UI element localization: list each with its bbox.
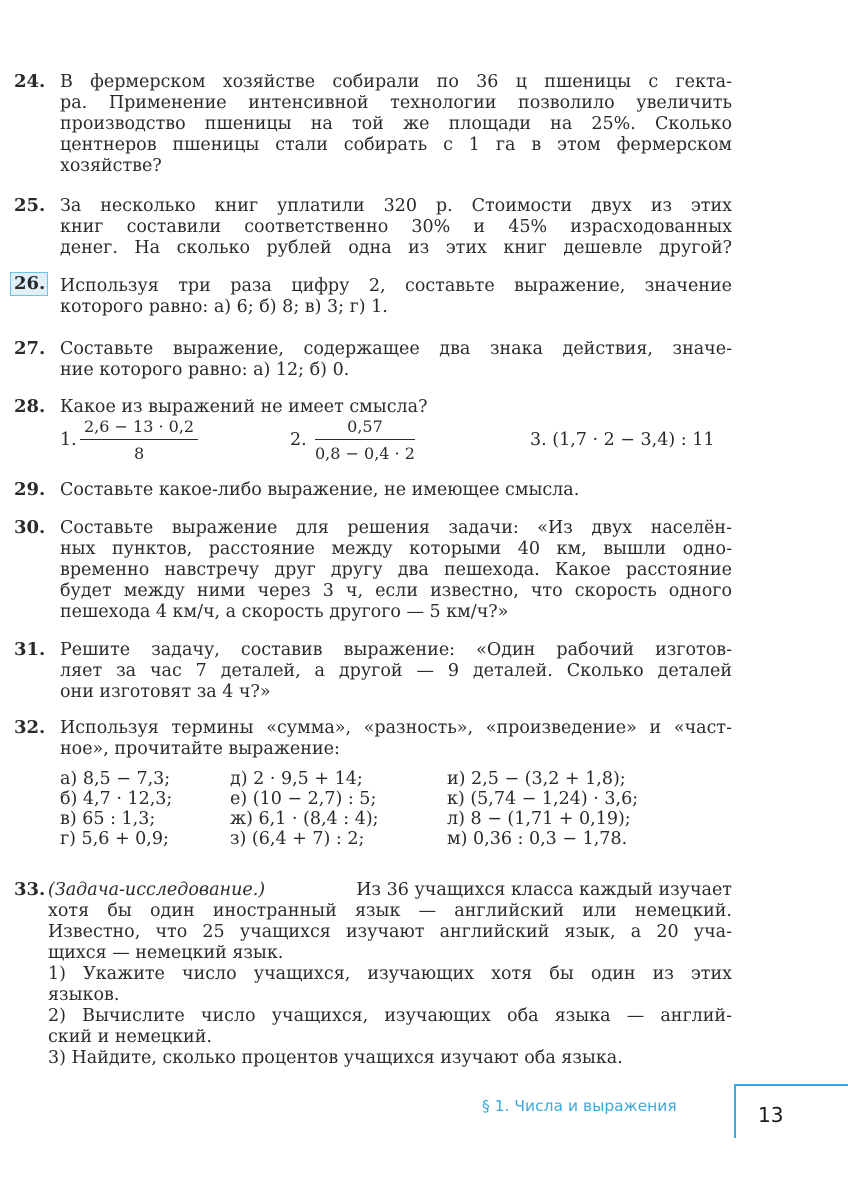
expression-item: а) 8,5 − 7,3; (60, 769, 171, 789)
problem-text-line: которого равно: а) 6; б) 8; в) 3; г) 1. (60, 297, 388, 317)
problem-text-line: центнеров пшеницы стали собирать с 1 га в этом фермерском (60, 135, 732, 155)
problem-number: 31. (14, 639, 46, 660)
expression-item: м) 0,36 : 0,3 − 1,78. (447, 829, 628, 849)
problem-text-line: языков. (48, 985, 120, 1005)
problem-number: 25. (14, 195, 46, 216)
problem-text-line: ное», прочитайте выражение: (60, 739, 340, 759)
problem-text-line: хозяйстве? (60, 156, 162, 176)
problem-text-line: ние которого равно: а) 12; б) 0. (60, 360, 350, 380)
footer-divider (734, 1084, 848, 1086)
problem-number: 33. (14, 879, 46, 900)
problem-text-line: В фермерском хозяйстве собирали по 36 ц пшеницы с гекта- (60, 72, 732, 92)
problem-number: 26. (14, 273, 46, 294)
problem-number: 29. (14, 479, 46, 500)
problem-text-line: временно навстречу друг другу два пешехода. Какое расстояние (60, 560, 732, 580)
expression-item: и) 2,5 − (3,2 + 1,8); (447, 769, 626, 789)
problem-number: 30. (14, 517, 46, 538)
problem-text-line: щихся — немецкий язык. (48, 943, 284, 963)
option-3-expression: 3. (1,7 · 2 − 3,4) : 11 (530, 430, 715, 450)
problem-text-line: Используя термины «сумма», «разность», «произведение» и «част- (60, 718, 732, 738)
problem-text-line: книг составили соответственно 30% и 45% израсходованных (60, 217, 732, 237)
problem-question: Какое из выражений не имеет смысла? (60, 397, 428, 417)
option-1-label: 1. (60, 430, 77, 450)
problem-text-line: Известно, что 25 учащихся изучают английский язык, а 20 уча- (48, 922, 732, 942)
problem-text-line: За несколько книг уплатили 320 р. Стоимости двух из этих (60, 196, 732, 216)
fraction-numerator: 2,6 − 13 · 0,2 (80, 417, 198, 440)
expression-item: е) (10 − 2,7) : 5; (230, 789, 377, 809)
problem-text-line: производство пшеницы на той же площади на 25%. Сколько (60, 114, 732, 134)
expression-item: ж) 6,1 · (8,4 : 4); (230, 809, 379, 829)
problem-text-line: ляет за час 7 деталей, а другой — 9 деталей. Сколько деталей (60, 661, 732, 681)
fraction-denominator: 0,8 − 0,4 · 2 (315, 444, 415, 463)
problem-number: 28. (14, 396, 46, 417)
problem-text-line: Составьте выражение для решения задачи: «Из двух населён- (60, 518, 732, 538)
expression-item: л) 8 − (1,71 + 0,19); (447, 809, 631, 829)
problem-text-line: пешехода 4 км/ч, а скорость другого — 5 км/ч?» (60, 602, 509, 622)
problem-text-line: 2) Вычислите число учащихся, изучающих оба языка — англий- (48, 1006, 732, 1026)
problem-text-line: Используя три раза цифру 2, составьте выражение, значение (60, 276, 732, 296)
problem-text-line: Составьте выражение, содержащее два знака действия, значе- (60, 339, 732, 359)
problem-text-line: 1) Укажите число учащихся, изучающих хотя бы один из этих (48, 964, 732, 984)
problem-text-line: 3) Найдите, сколько процентов учащихся изучают оба языка. (48, 1048, 623, 1068)
expression-item: в) 65 : 1,3; (60, 809, 156, 829)
expression-item: з) (6,4 + 7) : 2; (230, 829, 365, 849)
fraction-option-2 (315, 417, 415, 463)
problem-text-line: Составьте какое-либо выражение, не имеющее смысла. (60, 480, 580, 500)
problem-number: 32. (14, 717, 46, 738)
problem-text-line (48, 880, 732, 900)
problem-number: 27. (14, 338, 46, 359)
problem-text-line: ский и немецкий. (48, 1027, 212, 1047)
expression-item: д) 2 · 9,5 + 14; (230, 769, 363, 789)
expression-item: г) 5,6 + 0,9; (60, 829, 169, 849)
problem-text-line: они изготовят за 4 ч?» (60, 682, 271, 702)
task-type-label: (Задача-исследование.) (48, 880, 266, 900)
page-number: 13 (758, 1103, 784, 1127)
problem-text-line: Решите задачу, составив выражение: «Один рабочий изготов- (60, 640, 732, 660)
problem-text-line: ных пунктов, расстояние между которыми 40 км, вышли одно- (60, 539, 732, 559)
expression-item: к) (5,74 − 1,24) · 3,6; (447, 789, 639, 809)
expression-item: б) 4,7 · 12,3; (60, 789, 173, 809)
problem-text-line: хотя бы один иностранный язык — английский или немецкий. (48, 901, 732, 921)
fraction-numerator: 0,57 (315, 417, 415, 440)
footer-divider (734, 1084, 736, 1138)
fraction-denominator: 8 (133, 444, 145, 463)
fraction-option-1 (80, 417, 198, 463)
problem-text-line: денег. На сколько рублей одна из этих книг дешевле другой? (60, 238, 732, 258)
problem-number: 24. (14, 71, 46, 92)
section-title: § 1. Числа и выражения (482, 1097, 677, 1115)
problem-text-line: ра. Применение интенсивной технологии позволило увеличить (60, 93, 732, 113)
problem-text-line: будет между ними через 3 ч, если известно, что скорость одного (60, 581, 732, 601)
option-2-label: 2. (290, 430, 307, 450)
problem-text-fragment: Из 36 учащихся класса каждый изучает (356, 880, 732, 900)
